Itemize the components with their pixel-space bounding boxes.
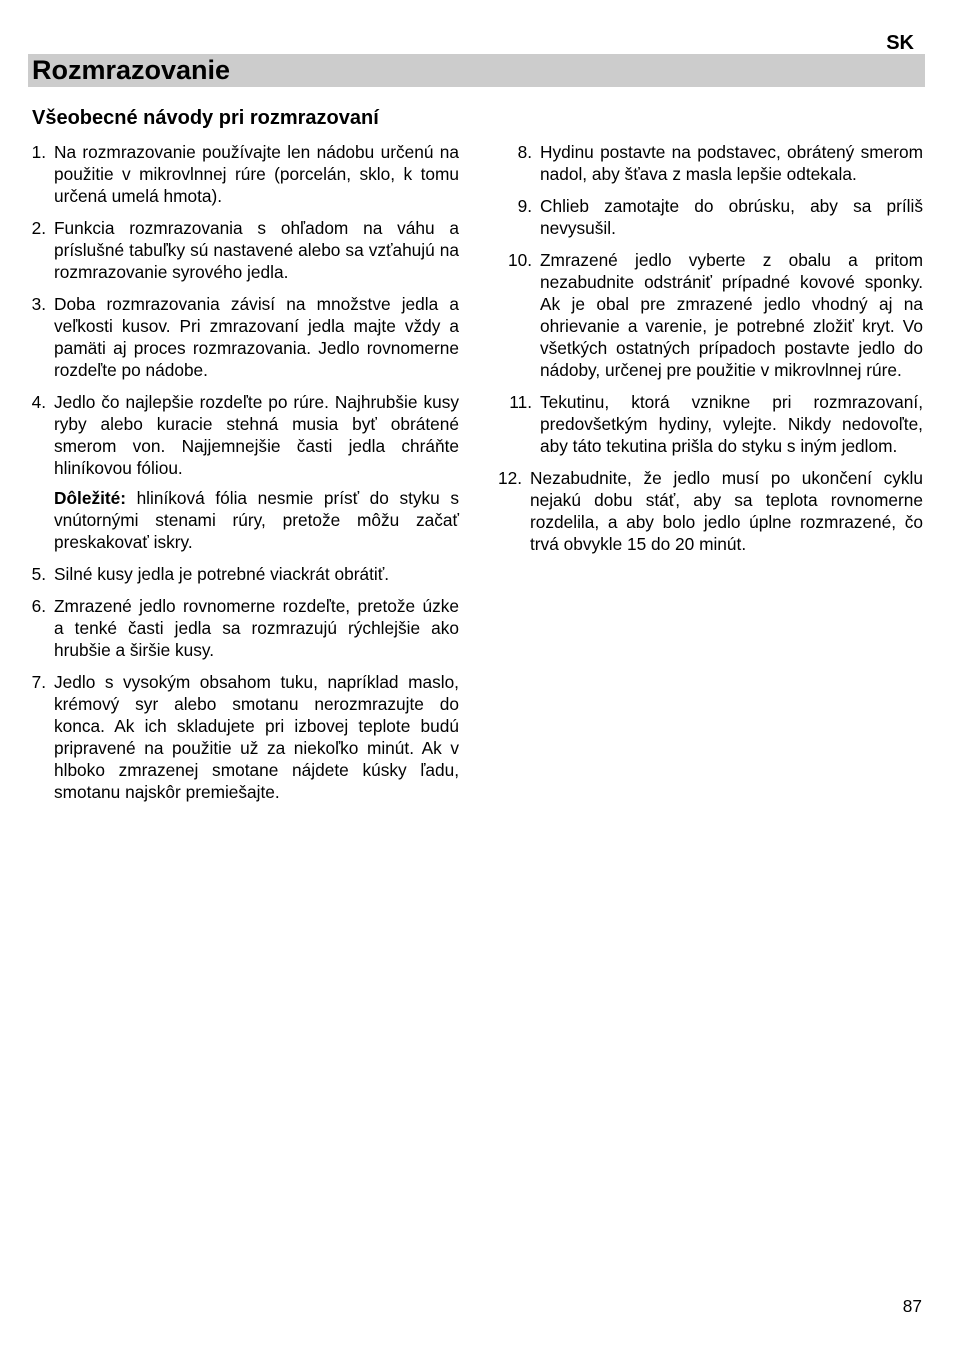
- left-column: [28, 141, 459, 813]
- item-text: Jedlo čo najlepšie rozdeľte po rúre. Najhrubšie kusy ryby alebo kuracie stehná musia byť obrátené smerom von. Najjemnejšie časti jedla chráňte hliníkovou fóliou.: [54, 392, 459, 478]
- list-item: [28, 141, 459, 207]
- item-text: Zmrazené jedlo rovnomerne rozdeľte, pretože úzke a tenké časti jedla sa rozmrazujú rýchlejšie ako hrubšie a širšie kusy.: [54, 596, 459, 660]
- item-text: Tekutinu, ktorá vznikne pri rozmrazovaní, predovšetkým hydiny, vylejte. Nikdy nedovoľte, aby táto tekutina prišla do styku s iným jedlom.: [540, 392, 923, 456]
- list-item: [494, 195, 923, 239]
- item-number: 11.: [509, 392, 532, 412]
- item-text: Doba rozmrazovania závisí na množstve jedla a veľkosti kusov. Pri zmrazovaní jedla majte vždy a pamäti aj proces rozmrazovania. Jedlo rovnomerne rozdeľte po nádobe.: [54, 294, 459, 380]
- item-number: 5.: [31, 564, 46, 584]
- list-item: [28, 563, 459, 585]
- note-label: Dôležité:: [54, 488, 127, 508]
- language-code: SK: [886, 32, 914, 54]
- list-item: [494, 249, 923, 381]
- item-text: Hydinu postavte na podstavec, obrátený smerom nadol, aby šťava z masla lepšie odtekala.: [540, 142, 923, 184]
- item-number: 9.: [517, 196, 532, 216]
- item-text: Funkcia rozmrazovania s ohľadom na váhu a príslušné tabuľky sú nastavené alebo sa vzťahujú na rozmrazovanie syrového jedla.: [54, 218, 459, 282]
- item-text: Jedlo s vysokým obsahom tuku, napríklad maslo, krémový syr alebo smotanu nerozmrazujte do konca. Ak ich skladujete pri izbovej teplote budú pripravené na použitie už za niekoľko minút. Ak v hlboko zmrazenej smotane nájdete kúsky ľadu, smotanu najskôr premiešajte.: [54, 672, 459, 802]
- item-number: 10.: [507, 250, 532, 270]
- important-note: [54, 487, 459, 553]
- right-column: [494, 141, 923, 565]
- title-bar: [28, 54, 925, 87]
- list-item: [28, 217, 459, 283]
- item-number: 3.: [31, 294, 46, 314]
- section-subtitle: Všeobecné návody pri rozmrazovaní: [32, 107, 379, 129]
- item-number: 1.: [31, 142, 46, 162]
- item-text: Silné kusy jedla je potrebné viackrát obrátiť.: [54, 564, 390, 584]
- note-text: hliníková fólia nesmie prísť do styku s vnútornými stenami rúry, pretože môžu začať preskakovať iskry.: [54, 488, 459, 552]
- list-item: [494, 391, 923, 457]
- list-item: [28, 595, 459, 661]
- item-text: Na rozmrazovanie používajte len nádobu určenú na použitie v mikrovlnnej rúre (porcelán, sklo, k tomu určená umelá hmota).: [54, 142, 459, 206]
- item-number: 6.: [31, 596, 46, 616]
- item-number: 12.: [497, 468, 522, 488]
- item-number: 2.: [31, 218, 46, 238]
- page-number: 87: [902, 1296, 922, 1316]
- list-item: [28, 391, 459, 479]
- item-text: Chlieb zamotajte do obrúsku, aby sa príliš nevysušil.: [540, 196, 923, 238]
- item-text: Zmrazené jedlo vyberte z obalu a pritom nezabudnite odstrániť prípadné kovové sponky. Ak je obal pre zmrazené jedlo vhodný aj na ohrievanie a varenie, je potrebné zložiť kryt. Vo všetkých ostatných prípadoch postavte jedlo do nádoby, určenej pre použitie v mikrovlnnej rúre.: [540, 250, 923, 380]
- list-item: [28, 293, 459, 381]
- list-item: [494, 467, 923, 555]
- list-item: [28, 671, 459, 803]
- list-item: [494, 141, 923, 185]
- item-number: 7.: [31, 672, 46, 692]
- page-title: Rozmrazovanie: [32, 55, 231, 85]
- item-number: 4.: [31, 392, 46, 412]
- item-number: 8.: [517, 142, 532, 162]
- item-text: Nezabudnite, že jedlo musí po ukončení cyklu nejakú dobu stáť, aby sa teplota rovnomerne rozdelila, a aby bolo jedlo úplne rozmrazené, čo trvá obvykle 15 do 20 minút.: [530, 468, 923, 554]
